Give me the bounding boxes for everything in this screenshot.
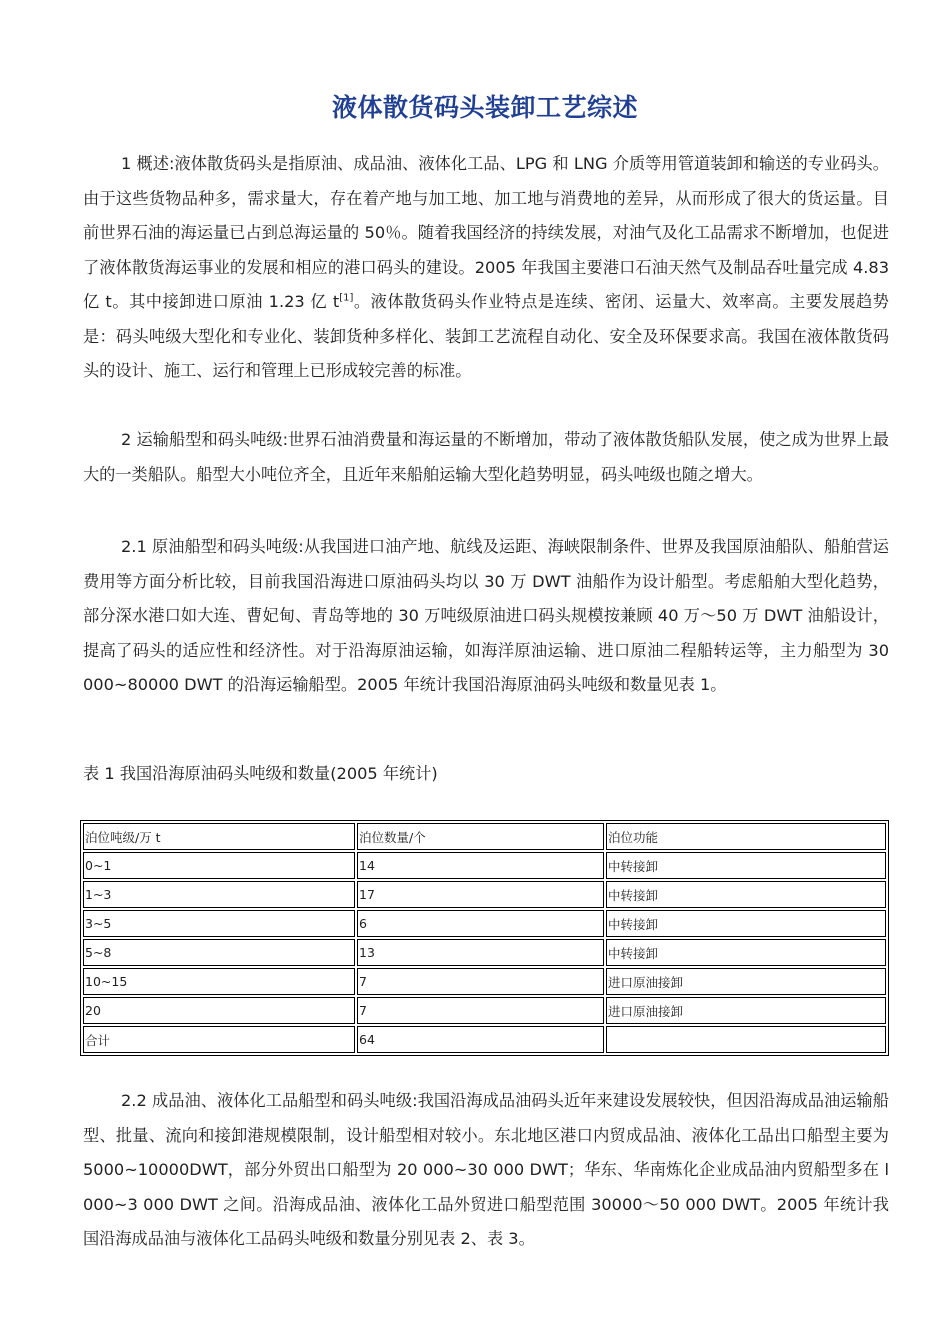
cell-count: 7: [357, 997, 604, 1024]
cell-count: 6: [357, 910, 604, 937]
cell-total-count: 64: [357, 1026, 604, 1053]
cell-tonnage: 3~5: [83, 910, 355, 937]
paragraph-ship-types: 2 运输船型和码头吨级:世界石油消费量和海运量的不断增加，带动了液体散货船队发展，使之成为世界上最大的一类船队。船型大小吨位齐全，且近年来船舶运输大型化趋势明显，码头吨级也随之增大。: [83, 430, 889, 484]
paragraph-overview-text-a: 1 概述:液体散货码头是指原油、成品油、液体化工品、LPG 和 LNG 介质等用管道装卸和输送的专业码头。由于这些货物品种多，需求量大，存在着产地与加工地、加工地与消费地的差异，从而形成了很大的货运量。目前世界石油的海运量已占到总海运量的 50％。随着我国经济的持续发展，对油气及化工品需求不断增加，也促进了液体散货海运事业的发展和相应的港口码头的建设。2005 年我国主要港口石油天然气及制品吞吐量完成 4.83 亿 t。其中接卸进口原油 1.23 亿 t: [83, 154, 889, 311]
table-caption: 表 1 我国沿海原油码头吨级和数量(2005 年统计): [83, 764, 438, 783]
cell-tonnage: 10~15: [83, 968, 355, 995]
cell-count: 14: [357, 852, 604, 879]
cell-function: 进口原油接卸: [606, 968, 886, 995]
berth-table: [80, 820, 889, 1056]
paragraph-overview: [83, 147, 889, 389]
table-row: [83, 852, 886, 879]
cell-tonnage: 5~8: [83, 939, 355, 966]
paragraph-overview-text-b: 。液体散货码头作业特点是连续、密闭、运量大、效率高。主要发展趋势是：码头吨级大型化和专业化、装卸货种多样化、装卸工艺流程自动化、安全及环保要求高。我国在液体散货码头的设计、施工、运行和管理上已形成较完善的标准。: [83, 292, 889, 380]
table-row: [83, 968, 886, 995]
table-header-row: [83, 823, 886, 850]
cell-tonnage: 0~1: [83, 852, 355, 879]
cell-count: 7: [357, 968, 604, 995]
cell-total-function: [606, 1026, 886, 1053]
table-row: [83, 939, 886, 966]
paragraph-crude-oil: 2.1 原油船型和码头吨级:从我国进口油产地、航线及运距、海峡限制条件、世界及我国原油船队、船舶营运费用等方面分析比较，目前我国沿海进口原油码头均以 30 万 DWT 油船作为设计船型。考虑船舶大型化趋势，部分深水港口如大连、曹妃甸、青岛等地的 30 万吨级原油进口码头规模按兼顾 40 万～50 万 DWT 油船设计，提高了码头的适应性和经济性。对于沿海原油运输，如海洋原油运输、进口原油二程船转运等，主力船型为 30 000~80000 DWT 的沿海运输船型。2005 年统计我国沿海原油码头吨级和数量见表 1。: [83, 537, 889, 694]
table-total-row: [83, 1026, 886, 1053]
cell-function: 中转接卸: [606, 939, 886, 966]
table-row: [83, 881, 886, 908]
header-cell-function: 泊位功能: [606, 823, 886, 850]
header-cell-count: 泊位数量/个: [357, 823, 604, 850]
cell-tonnage: 20: [83, 997, 355, 1024]
cell-tonnage: 1~3: [83, 881, 355, 908]
cell-count: 17: [357, 881, 604, 908]
cell-function: 中转接卸: [606, 852, 886, 879]
cell-total-label: 合计: [83, 1026, 355, 1053]
cell-function: 中转接卸: [606, 910, 886, 937]
cell-function: 中转接卸: [606, 881, 886, 908]
reference-marker[interactable]: [1]: [339, 292, 354, 304]
paragraph-refined-oil: 2.2 成品油、液体化工品船型和码头吨级:我国沿海成品油码头近年来建设发展较快，但因沿海成品油运输船型、批量、流向和接卸港规模限制，设计船型相对较小。东北地区港口内贸成品油、液体化工品出口船型主要为 5000~10000DWT，部分外贸出口船型为 20 000~30 000 DWT；华东、华南炼化企业成品油内贸船型多在 l 000~3 000 DWT 之间。沿海成品油、液体化工品外贸进口船型范围 30000～50 000 DWT。2005 年统计我国沿海成品油与液体化工品码头吨级和数量分别见表 2、表 3。: [83, 1091, 889, 1248]
table-row: [83, 997, 886, 1024]
cell-function: 进口原油接卸: [606, 997, 886, 1024]
page-title: 液体散货码头装卸工艺综述: [331, 93, 638, 122]
table-row: [83, 910, 886, 937]
cell-count: 13: [357, 939, 604, 966]
header-cell-tonnage: 泊位吨级/万 t: [83, 823, 355, 850]
